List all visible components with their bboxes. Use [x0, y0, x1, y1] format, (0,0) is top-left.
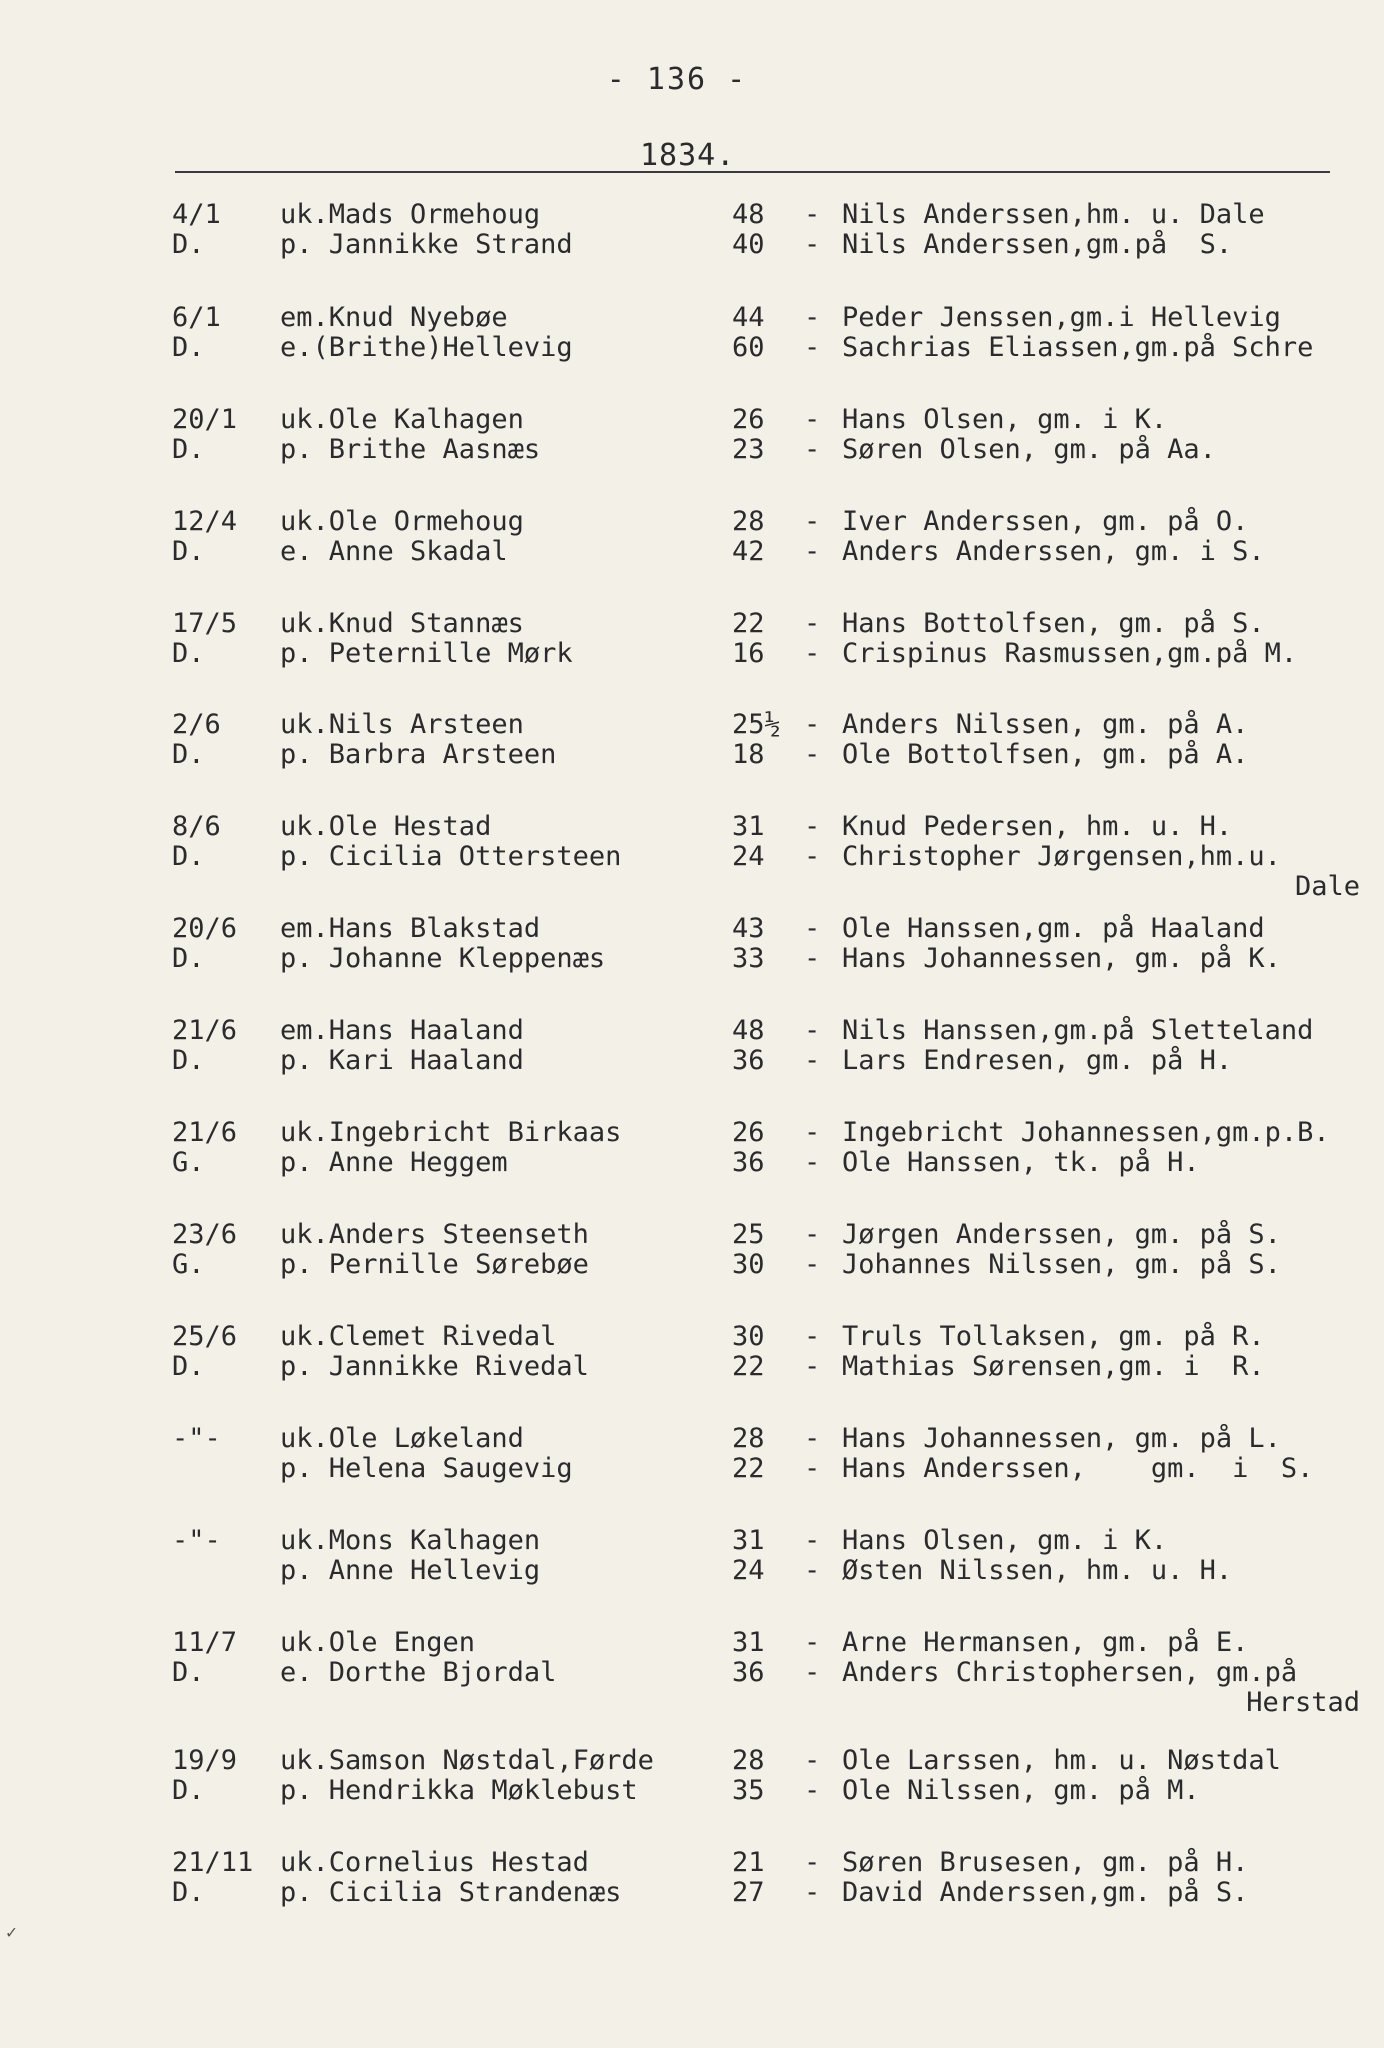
register-entry — [0, 303, 1384, 373]
separator-dash: - — [804, 199, 821, 230]
separator-dash: - — [804, 404, 821, 435]
entry-date: 25/6 — [172, 1321, 238, 1352]
witness-1: Søren Brusesen, gm. på H. — [842, 1847, 1249, 1878]
entry-status: D. — [172, 1045, 205, 1076]
header-rule — [175, 171, 1330, 173]
register-entry — [0, 710, 1384, 780]
entry-date: 23/6 — [172, 1219, 238, 1250]
witness-2: Hans Johannessen, gm. på K. — [842, 943, 1281, 974]
separator-dash: - — [804, 1657, 821, 1688]
page-number: - 136 - — [606, 62, 748, 97]
bride-name: p. Peternille Mørk — [280, 638, 573, 669]
bride-name: e. Anne Skadal — [280, 536, 508, 567]
separator-dash: - — [804, 739, 821, 770]
bride-name: e.(Brithe)Hellevig — [280, 332, 573, 363]
bride-age: 22 — [732, 1351, 765, 1382]
groom-name: uk.Anders Steenseth — [280, 1219, 589, 1250]
groom-name: em.Knud Nyebøe — [280, 302, 508, 333]
witness-2: Søren Olsen, gm. på Aa. — [842, 434, 1216, 465]
entry-status: D. — [172, 332, 205, 363]
entry-status: D. — [172, 739, 205, 770]
register-entry — [0, 914, 1384, 984]
witness-1: Hans Bottolfsen, gm. på S. — [842, 608, 1265, 639]
bride-name: p. Barbra Arsteen — [280, 739, 557, 770]
witness-2: Mathias Sørensen,gm. i R. — [842, 1351, 1265, 1382]
entry-status: D. — [172, 1775, 205, 1806]
separator-dash: - — [804, 434, 821, 465]
bride-name: p. Jannikke Strand — [280, 229, 573, 260]
separator-dash: - — [804, 1045, 821, 1076]
separator-dash: - — [804, 1147, 821, 1178]
witness-2: Ole Bottolfsen, gm. på A. — [842, 739, 1249, 770]
entry-date: 20/6 — [172, 913, 238, 944]
groom-age: 25 — [732, 1219, 765, 1250]
groom-age: 43 — [732, 913, 765, 944]
separator-dash: - — [804, 943, 821, 974]
bride-age: 30 — [732, 1249, 765, 1280]
entry-status: D. — [172, 1657, 205, 1688]
groom-age: 48 — [732, 199, 765, 230]
bride-name: p. Johanne Kleppenæs — [280, 943, 606, 974]
witness-2: Anders Christophersen, gm.på — [842, 1657, 1298, 1688]
entry-status: D. — [172, 434, 205, 465]
witness-2: Christopher Jørgensen,hm.u. — [842, 841, 1281, 872]
witness-1: Ole Larssen, hm. u. Nøstdal — [842, 1745, 1281, 1776]
groom-age: 44 — [732, 302, 765, 333]
separator-dash: - — [804, 302, 821, 333]
bride-age: 24 — [732, 841, 765, 872]
bride-age: 36 — [732, 1657, 765, 1688]
entry-status: G. — [172, 1147, 205, 1178]
separator-dash: - — [804, 1351, 821, 1382]
margin-mark: ✓ — [6, 1922, 17, 1943]
entry-status: D. — [172, 638, 205, 669]
separator-dash: - — [804, 709, 821, 740]
groom-age: 48 — [732, 1015, 765, 1046]
entry-date: 21/11 — [172, 1847, 254, 1878]
register-entry — [0, 811, 1384, 902]
witness-1: Hans Olsen, gm. i K. — [842, 1525, 1168, 1556]
entry-status: D. — [172, 229, 205, 260]
entry-date: -"- — [172, 1423, 221, 1454]
groom-name: uk.Nils Arsteen — [280, 709, 524, 740]
register-entry — [0, 1118, 1384, 1188]
groom-name: em.Hans Blakstad — [280, 913, 541, 944]
register-entry — [0, 1220, 1384, 1290]
entry-date: 12/4 — [172, 506, 238, 537]
witness-2: Crispinus Rasmussen,gm.på M. — [842, 638, 1298, 669]
witness-continuation: Dale — [1294, 871, 1360, 902]
groom-name: uk.Mons Kalhagen — [280, 1525, 541, 1556]
entry-status: D. — [172, 536, 205, 567]
entry-date: 4/1 — [172, 199, 221, 230]
separator-dash: - — [804, 1453, 821, 1484]
groom-age: 31 — [732, 1627, 765, 1658]
register-entry — [0, 405, 1384, 475]
groom-age: 28 — [732, 506, 765, 537]
groom-name: em.Hans Haaland — [280, 1015, 524, 1046]
witness-1: Arne Hermansen, gm. på E. — [842, 1627, 1249, 1658]
separator-dash: - — [804, 638, 821, 669]
groom-name: uk.Ole Løkeland — [280, 1423, 524, 1454]
witness-1: Nils Anderssen,hm. u. Dale — [842, 199, 1265, 230]
separator-dash: - — [804, 1775, 821, 1806]
groom-age: 26 — [732, 1117, 765, 1148]
witness-2: Johannes Nilssen, gm. på S. — [842, 1249, 1281, 1280]
entry-date: 21/6 — [172, 1117, 238, 1148]
witness-2: Hans Anderssen, gm. i S. — [842, 1453, 1314, 1484]
bride-age: 36 — [732, 1147, 765, 1178]
witness-1: Hans Johannessen, gm. på L. — [842, 1423, 1281, 1454]
separator-dash: - — [804, 1249, 821, 1280]
bride-name: p. Pernille Sørebøe — [280, 1249, 589, 1280]
separator-dash: - — [804, 841, 821, 872]
groom-age: 26 — [732, 404, 765, 435]
groom-age: 30 — [732, 1321, 765, 1352]
separator-dash: - — [804, 1321, 821, 1352]
bride-name: e. Dorthe Bjordal — [280, 1657, 557, 1688]
groom-age: 31 — [732, 1525, 765, 1556]
separator-dash: - — [804, 332, 821, 363]
groom-age: 25½ — [732, 709, 781, 740]
entry-status: D. — [172, 1351, 205, 1382]
bride-name: p. Cicilia Ottersteen — [280, 841, 622, 872]
witness-2: Østen Nilssen, hm. u. H. — [842, 1555, 1233, 1586]
separator-dash: - — [804, 229, 821, 260]
separator-dash: - — [804, 913, 821, 944]
separator-dash: - — [804, 506, 821, 537]
witness-continuation: Herstad — [1246, 1687, 1360, 1718]
entry-status: D. — [172, 1877, 205, 1908]
bride-age: 60 — [732, 332, 765, 363]
bride-name: p. Hendrikka Møklebust — [280, 1775, 638, 1806]
groom-age: 22 — [732, 608, 765, 639]
separator-dash: - — [804, 536, 821, 567]
register-entry — [0, 1424, 1384, 1494]
bride-name: p. Cicilia Strandenæs — [280, 1877, 622, 1908]
groom-name: uk.Cornelius Hestad — [280, 1847, 589, 1878]
entry-date: -"- — [172, 1525, 221, 1556]
groom-age: 31 — [732, 811, 765, 842]
entry-date: 19/9 — [172, 1745, 238, 1776]
bride-age: 18 — [732, 739, 765, 770]
register-entry — [0, 1322, 1384, 1392]
witness-2: Ole Hanssen, tk. på H. — [842, 1147, 1200, 1178]
bride-age: 33 — [732, 943, 765, 974]
entry-status: D. — [172, 841, 205, 872]
separator-dash: - — [804, 1219, 821, 1250]
witness-1: Peder Jenssen,gm.i Hellevig — [842, 302, 1281, 333]
bride-age: 27 — [732, 1877, 765, 1908]
groom-age: 28 — [732, 1423, 765, 1454]
entry-date: 8/6 — [172, 811, 221, 842]
bride-age: 35 — [732, 1775, 765, 1806]
register-entry — [0, 1746, 1384, 1816]
entry-status: G. — [172, 1249, 205, 1280]
bride-age: 22 — [732, 1453, 765, 1484]
groom-name: uk.Ingebricht Birkaas — [280, 1117, 622, 1148]
witness-2: Nils Anderssen,gm.på S. — [842, 229, 1233, 260]
bride-name: p. Brithe Aasnæs — [280, 434, 541, 465]
witness-1: Jørgen Anderssen, gm. på S. — [842, 1219, 1281, 1250]
register-entry — [0, 1016, 1384, 1086]
separator-dash: - — [804, 1847, 821, 1878]
year-heading: 1834. — [640, 138, 736, 173]
groom-name: uk.Knud Stannæs — [280, 608, 524, 639]
bride-age: 24 — [732, 1555, 765, 1586]
entry-date: 21/6 — [172, 1015, 238, 1046]
bride-name: p. Anne Hellevig — [280, 1555, 541, 1586]
groom-age: 21 — [732, 1847, 765, 1878]
separator-dash: - — [804, 811, 821, 842]
entry-date: 11/7 — [172, 1627, 238, 1658]
separator-dash: - — [804, 1877, 821, 1908]
register-entry — [0, 1627, 1384, 1718]
separator-dash: - — [804, 1117, 821, 1148]
witness-2: Sachrias Eliassen,gm.på Schre — [842, 332, 1314, 363]
groom-name: uk.Ole Kalhagen — [280, 404, 524, 435]
bride-age: 23 — [732, 434, 765, 465]
witness-2: Ole Nilssen, gm. på M. — [842, 1775, 1200, 1806]
witness-1: Knud Pedersen, hm. u. H. — [842, 811, 1233, 842]
groom-name: uk.Mads Ormehoug — [280, 199, 541, 230]
bride-name: p. Helena Saugevig — [280, 1453, 573, 1484]
witness-1: Anders Nilssen, gm. på A. — [842, 709, 1249, 740]
entry-date: 17/5 — [172, 608, 238, 639]
separator-dash: - — [804, 1745, 821, 1776]
witness-1: Truls Tollaksen, gm. på R. — [842, 1321, 1265, 1352]
register-entry — [0, 1526, 1384, 1596]
register-entry — [0, 200, 1384, 270]
bride-name: p. Jannikke Rivedal — [280, 1351, 589, 1382]
bride-name: p. Kari Haaland — [280, 1045, 524, 1076]
separator-dash: - — [804, 1627, 821, 1658]
entry-date: 20/1 — [172, 404, 238, 435]
groom-name: uk.Ole Ormehoug — [280, 506, 524, 537]
groom-name: uk.Ole Engen — [280, 1627, 476, 1658]
witness-2: David Anderssen,gm. på S. — [842, 1877, 1249, 1908]
entry-date: 2/6 — [172, 709, 221, 740]
register-entry — [0, 609, 1384, 679]
bride-age: 36 — [732, 1045, 765, 1076]
witness-2: Anders Anderssen, gm. i S. — [842, 536, 1265, 567]
bride-age: 42 — [732, 536, 765, 567]
witness-1: Iver Anderssen, gm. på O. — [842, 506, 1249, 537]
witness-2: Lars Endresen, gm. på H. — [842, 1045, 1233, 1076]
bride-age: 16 — [732, 638, 765, 669]
bride-age: 40 — [732, 229, 765, 260]
bride-name: p. Anne Heggem — [280, 1147, 508, 1178]
groom-name: uk.Ole Hestad — [280, 811, 492, 842]
groom-age: 28 — [732, 1745, 765, 1776]
witness-1: Nils Hanssen,gm.på Sletteland — [842, 1015, 1314, 1046]
entry-date: 6/1 — [172, 302, 221, 333]
separator-dash: - — [804, 1423, 821, 1454]
separator-dash: - — [804, 1015, 821, 1046]
separator-dash: - — [804, 1525, 821, 1556]
register-entry — [0, 1848, 1384, 1918]
separator-dash: - — [804, 1555, 821, 1586]
groom-name: uk.Samson Nøstdal,Førde — [280, 1745, 654, 1776]
entry-status: D. — [172, 943, 205, 974]
witness-1: Hans Olsen, gm. i K. — [842, 404, 1168, 435]
witness-1: Ingebricht Johannessen,gm.p.B. — [842, 1117, 1330, 1148]
register-entry — [0, 507, 1384, 577]
separator-dash: - — [804, 608, 821, 639]
witness-1: Ole Hanssen,gm. på Haaland — [842, 913, 1265, 944]
groom-name: uk.Clemet Rivedal — [280, 1321, 557, 1352]
